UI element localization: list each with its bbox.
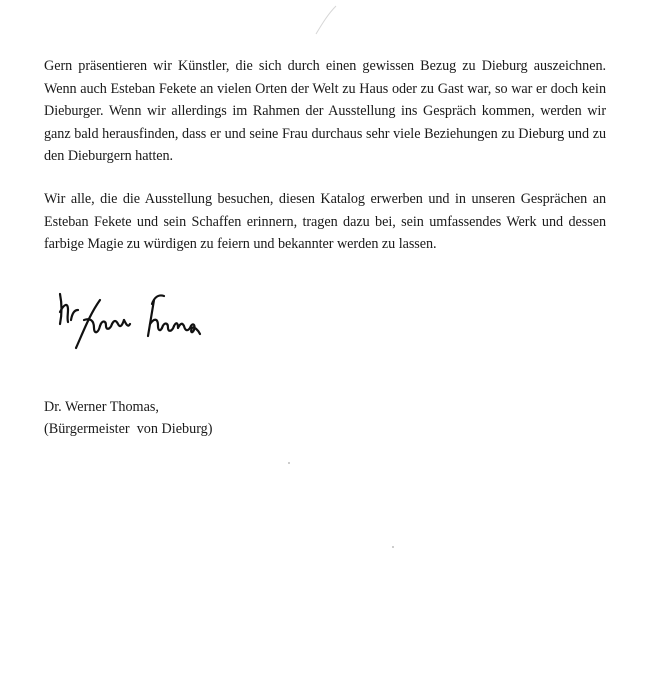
paragraph-closing: Wir alle, die die Ausstellung besuchen, diesen Katalog erwerben und in unseren Gesprächen an Esteban Fekete und sein Schaffen erinnern, tragen dazu bei, sein umfassendes Werk und dessen farbige Magie zu würdigen zu feiern und bekannter werden zu lassen. xyxy=(44,191,606,253)
scan-speck xyxy=(288,462,290,464)
paragraph-intro: Gern präsentieren wir Künstler, die sich durch einen gewissen Bezug zu Dieburg auszeichnen. Wenn auch Esteban Fekete an vielen Orten der Welt zu Haus oder zu Gast war, so war er doch kein Dieburger. Wenn wir allerdings im Rahmen der Ausstellung ins Gespräch kommen, werden wir ganz bald herausfinden, dass er und seine Frau durchaus sehr viele Beziehungen zu Dieburg und zu den Dieburgern hatten. xyxy=(44,58,606,165)
scan-speck xyxy=(392,546,394,548)
signatory-title: (Bürgermeister von Dieburg) xyxy=(44,421,213,437)
scan-artifact-mark xyxy=(314,4,338,36)
signatory-name: Dr. Werner Thomas, xyxy=(44,399,159,415)
handwritten-signature xyxy=(54,290,204,360)
